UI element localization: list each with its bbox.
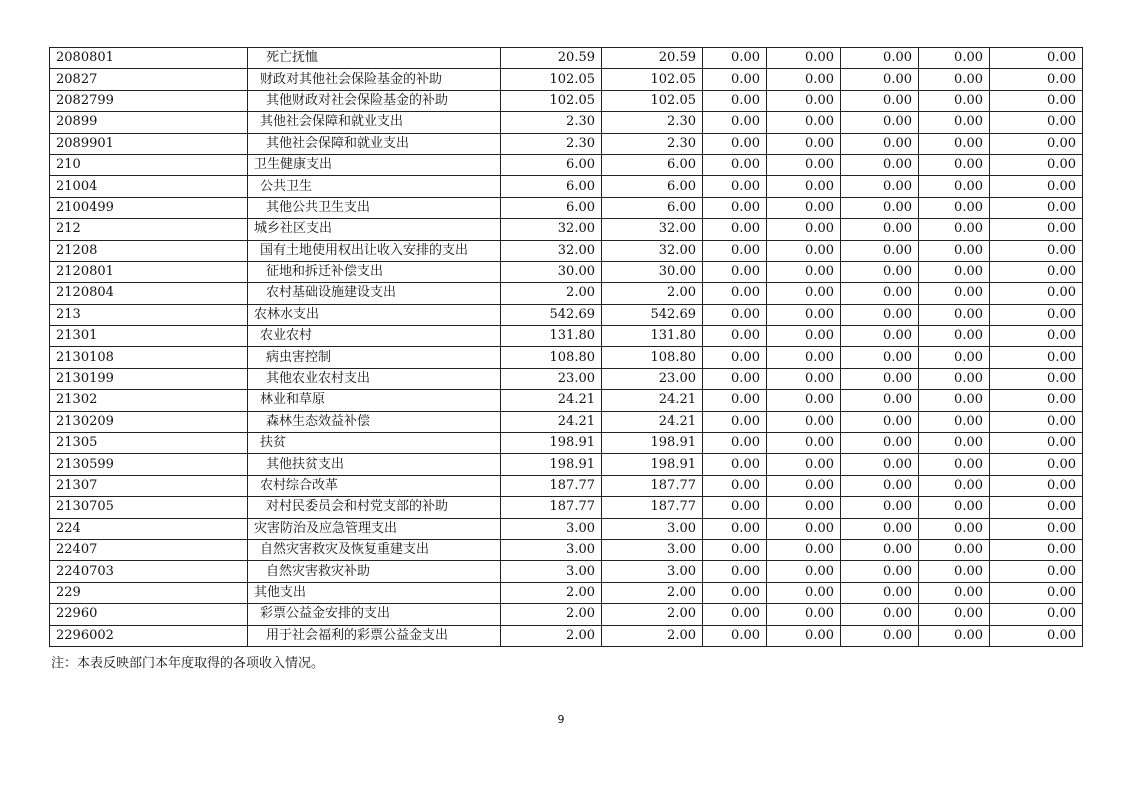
amount-cell: 0.00 xyxy=(841,582,919,603)
table-row xyxy=(50,433,1083,454)
amount-cell: 32.00 xyxy=(501,219,602,240)
table-row xyxy=(50,604,1083,625)
amount-cell: 0.00 xyxy=(841,304,919,325)
subject-name-cell: 灾害防治及应急管理支出 xyxy=(248,518,501,539)
amount-cell: 0.00 xyxy=(919,497,990,518)
amount-cell: 0.00 xyxy=(767,48,841,69)
table-row xyxy=(50,154,1083,175)
amount-cell: 0.00 xyxy=(703,347,767,368)
amount-cell: 0.00 xyxy=(919,582,990,603)
subject-name-cell: 自然灾害救灾及恢复重建支出 xyxy=(248,539,501,560)
amount-cell: 0.00 xyxy=(990,176,1083,197)
amount-cell: 0.00 xyxy=(990,625,1083,646)
amount-cell: 0.00 xyxy=(990,154,1083,175)
amount-cell: 0.00 xyxy=(703,133,767,154)
subject-code-cell: 2120801 xyxy=(50,261,248,282)
amount-cell: 0.00 xyxy=(990,197,1083,218)
amount-cell: 2.00 xyxy=(602,283,703,304)
subject-name-cell: 农村基础设施建设支出 xyxy=(248,283,501,304)
amount-cell: 0.00 xyxy=(841,133,919,154)
subject-name-cell: 财政对其他社会保险基金的补助 xyxy=(248,69,501,90)
amount-cell: 3.00 xyxy=(501,539,602,560)
amount-cell: 0.00 xyxy=(841,197,919,218)
subject-code-cell: 2120804 xyxy=(50,283,248,304)
amount-cell: 0.00 xyxy=(767,133,841,154)
subject-code-cell: 2089901 xyxy=(50,133,248,154)
amount-cell: 187.77 xyxy=(501,475,602,496)
amount-cell: 6.00 xyxy=(602,154,703,175)
subject-name-cell: 其他支出 xyxy=(248,582,501,603)
subject-name-cell: 用于社会福利的彩票公益金支出 xyxy=(248,625,501,646)
amount-cell: 0.00 xyxy=(919,368,990,389)
amount-cell: 0.00 xyxy=(919,326,990,347)
subject-code-cell: 2100499 xyxy=(50,197,248,218)
amount-cell: 0.00 xyxy=(919,561,990,582)
table-row xyxy=(50,454,1083,475)
amount-cell: 0.00 xyxy=(703,90,767,111)
amount-cell: 542.69 xyxy=(602,304,703,325)
amount-cell: 0.00 xyxy=(767,368,841,389)
table-row xyxy=(50,411,1083,432)
table-row xyxy=(50,48,1083,69)
table-row xyxy=(50,625,1083,646)
amount-cell: 2.30 xyxy=(602,133,703,154)
amount-cell: 0.00 xyxy=(919,133,990,154)
subject-name-cell: 其他扶贫支出 xyxy=(248,454,501,475)
amount-cell: 0.00 xyxy=(990,497,1083,518)
page-number: 9 xyxy=(557,713,565,726)
amount-cell: 0.00 xyxy=(919,154,990,175)
amount-cell: 0.00 xyxy=(703,433,767,454)
amount-cell: 3.00 xyxy=(602,561,703,582)
amount-cell: 0.00 xyxy=(703,69,767,90)
subject-name-cell: 其他社会保障和就业支出 xyxy=(248,112,501,133)
subject-name-cell: 其他农业农村支出 xyxy=(248,368,501,389)
amount-cell: 2.00 xyxy=(602,604,703,625)
subject-code-cell: 2130199 xyxy=(50,368,248,389)
subject-name-cell: 病虫害控制 xyxy=(248,347,501,368)
amount-cell: 0.00 xyxy=(919,48,990,69)
amount-cell: 0.00 xyxy=(841,625,919,646)
amount-cell: 0.00 xyxy=(703,112,767,133)
subject-code-cell: 20827 xyxy=(50,69,248,90)
amount-cell: 0.00 xyxy=(767,518,841,539)
amount-cell: 0.00 xyxy=(703,368,767,389)
subject-code-cell: 22960 xyxy=(50,604,248,625)
amount-cell: 0.00 xyxy=(703,582,767,603)
subject-name-cell: 彩票公益金安排的支出 xyxy=(248,604,501,625)
subject-name-cell: 农林水支出 xyxy=(248,304,501,325)
amount-cell: 0.00 xyxy=(841,497,919,518)
amount-cell: 102.05 xyxy=(602,90,703,111)
amount-cell: 0.00 xyxy=(767,90,841,111)
amount-cell: 0.00 xyxy=(841,539,919,560)
subject-name-cell: 对村民委员会和村党支部的补助 xyxy=(248,497,501,518)
amount-cell: 0.00 xyxy=(841,283,919,304)
amount-cell: 0.00 xyxy=(841,604,919,625)
table-row xyxy=(50,261,1083,282)
amount-cell: 108.80 xyxy=(602,347,703,368)
amount-cell: 0.00 xyxy=(703,497,767,518)
amount-cell: 0.00 xyxy=(703,475,767,496)
amount-cell: 20.59 xyxy=(602,48,703,69)
subject-code-cell: 2080801 xyxy=(50,48,248,69)
amount-cell: 32.00 xyxy=(501,240,602,261)
amount-cell: 0.00 xyxy=(703,539,767,560)
amount-cell: 20.59 xyxy=(501,48,602,69)
table-row xyxy=(50,69,1083,90)
subject-name-cell: 森林生态效益补偿 xyxy=(248,411,501,432)
amount-cell: 6.00 xyxy=(501,176,602,197)
amount-cell: 0.00 xyxy=(703,283,767,304)
amount-cell: 0.00 xyxy=(767,304,841,325)
subject-name-cell: 扶贫 xyxy=(248,433,501,454)
subject-code-cell: 21004 xyxy=(50,176,248,197)
amount-cell: 6.00 xyxy=(602,176,703,197)
amount-cell: 0.00 xyxy=(767,176,841,197)
amount-cell: 102.05 xyxy=(501,69,602,90)
amount-cell: 187.77 xyxy=(602,497,703,518)
table-row xyxy=(50,539,1083,560)
amount-cell: 108.80 xyxy=(501,347,602,368)
table-row xyxy=(50,112,1083,133)
amount-cell: 0.00 xyxy=(767,283,841,304)
table-row xyxy=(50,390,1083,411)
table-body xyxy=(50,48,1083,647)
subject-code-cell: 2082799 xyxy=(50,90,248,111)
subject-code-cell: 2130705 xyxy=(50,497,248,518)
table-row xyxy=(50,240,1083,261)
amount-cell: 0.00 xyxy=(990,283,1083,304)
table-row xyxy=(50,497,1083,518)
amount-cell: 0.00 xyxy=(919,625,990,646)
amount-cell: 24.21 xyxy=(602,411,703,432)
table-row xyxy=(50,475,1083,496)
subject-code-cell: 224 xyxy=(50,518,248,539)
subject-code-cell: 2130209 xyxy=(50,411,248,432)
amount-cell: 0.00 xyxy=(703,176,767,197)
amount-cell: 0.00 xyxy=(767,347,841,368)
amount-cell: 0.00 xyxy=(841,112,919,133)
amount-cell: 0.00 xyxy=(919,454,990,475)
amount-cell: 0.00 xyxy=(990,390,1083,411)
amount-cell: 0.00 xyxy=(990,304,1083,325)
amount-cell: 0.00 xyxy=(919,518,990,539)
amount-cell: 0.00 xyxy=(703,304,767,325)
table-note: 注：本表反映部门本年度取得的各项收入情况。 xyxy=(51,656,325,671)
budget-table xyxy=(49,47,1083,647)
amount-cell: 0.00 xyxy=(841,433,919,454)
amount-cell: 0.00 xyxy=(767,604,841,625)
subject-name-cell: 农村综合改革 xyxy=(248,475,501,496)
amount-cell: 0.00 xyxy=(841,390,919,411)
amount-cell: 0.00 xyxy=(767,561,841,582)
amount-cell: 0.00 xyxy=(767,261,841,282)
amount-cell: 0.00 xyxy=(767,112,841,133)
table-row xyxy=(50,283,1083,304)
amount-cell: 0.00 xyxy=(990,48,1083,69)
amount-cell: 0.00 xyxy=(990,69,1083,90)
amount-cell: 0.00 xyxy=(990,582,1083,603)
table-row xyxy=(50,347,1083,368)
amount-cell: 198.91 xyxy=(501,454,602,475)
table-row xyxy=(50,133,1083,154)
subject-code-cell: 21208 xyxy=(50,240,248,261)
subject-code-cell: 21302 xyxy=(50,390,248,411)
amount-cell: 0.00 xyxy=(841,176,919,197)
amount-cell: 0.00 xyxy=(703,390,767,411)
amount-cell: 2.30 xyxy=(501,133,602,154)
amount-cell: 3.00 xyxy=(501,561,602,582)
amount-cell: 0.00 xyxy=(841,154,919,175)
amount-cell: 102.05 xyxy=(602,69,703,90)
amount-cell: 6.00 xyxy=(602,197,703,218)
subject-code-cell: 21301 xyxy=(50,326,248,347)
subject-name-cell: 国有土地使用权出让收入安排的支出 xyxy=(248,240,501,261)
amount-cell: 6.00 xyxy=(501,197,602,218)
amount-cell: 0.00 xyxy=(767,625,841,646)
subject-name-cell: 征地和拆迁补偿支出 xyxy=(248,261,501,282)
amount-cell: 0.00 xyxy=(990,112,1083,133)
amount-cell: 0.00 xyxy=(990,368,1083,389)
table-row xyxy=(50,326,1083,347)
table-row xyxy=(50,197,1083,218)
subject-code-cell: 21307 xyxy=(50,475,248,496)
amount-cell: 0.00 xyxy=(990,561,1083,582)
amount-cell: 2.00 xyxy=(501,283,602,304)
table-row xyxy=(50,518,1083,539)
amount-cell: 0.00 xyxy=(841,90,919,111)
subject-name-cell: 死亡抚恤 xyxy=(248,48,501,69)
amount-cell: 0.00 xyxy=(990,240,1083,261)
amount-cell: 0.00 xyxy=(703,625,767,646)
amount-cell: 0.00 xyxy=(919,176,990,197)
amount-cell: 0.00 xyxy=(767,390,841,411)
amount-cell: 0.00 xyxy=(703,326,767,347)
amount-cell: 0.00 xyxy=(919,433,990,454)
amount-cell: 0.00 xyxy=(841,347,919,368)
amount-cell: 0.00 xyxy=(703,48,767,69)
amount-cell: 2.30 xyxy=(602,112,703,133)
amount-cell: 3.00 xyxy=(602,518,703,539)
amount-cell: 0.00 xyxy=(841,326,919,347)
amount-cell: 0.00 xyxy=(919,112,990,133)
amount-cell: 0.00 xyxy=(767,219,841,240)
amount-cell: 0.00 xyxy=(990,261,1083,282)
amount-cell: 0.00 xyxy=(703,154,767,175)
subject-code-cell: 2130599 xyxy=(50,454,248,475)
amount-cell: 0.00 xyxy=(990,411,1083,432)
amount-cell: 0.00 xyxy=(767,475,841,496)
amount-cell: 0.00 xyxy=(919,390,990,411)
subject-code-cell: 2130108 xyxy=(50,347,248,368)
amount-cell: 0.00 xyxy=(919,411,990,432)
amount-cell: 0.00 xyxy=(919,261,990,282)
amount-cell: 24.21 xyxy=(602,390,703,411)
amount-cell: 187.77 xyxy=(501,497,602,518)
amount-cell: 0.00 xyxy=(841,561,919,582)
amount-cell: 0.00 xyxy=(841,518,919,539)
subject-code-cell: 229 xyxy=(50,582,248,603)
amount-cell: 0.00 xyxy=(767,69,841,90)
amount-cell: 23.00 xyxy=(501,368,602,389)
table-row xyxy=(50,304,1083,325)
amount-cell: 0.00 xyxy=(703,411,767,432)
table-row xyxy=(50,176,1083,197)
amount-cell: 102.05 xyxy=(501,90,602,111)
amount-cell: 0.00 xyxy=(919,604,990,625)
amount-cell: 131.80 xyxy=(602,326,703,347)
amount-cell: 0.00 xyxy=(990,219,1083,240)
amount-cell: 30.00 xyxy=(501,261,602,282)
amount-cell: 0.00 xyxy=(990,518,1083,539)
amount-cell: 0.00 xyxy=(919,347,990,368)
amount-cell: 0.00 xyxy=(841,368,919,389)
amount-cell: 0.00 xyxy=(841,454,919,475)
amount-cell: 0.00 xyxy=(841,240,919,261)
amount-cell: 0.00 xyxy=(767,582,841,603)
amount-cell: 0.00 xyxy=(919,219,990,240)
amount-cell: 0.00 xyxy=(919,475,990,496)
amount-cell: 0.00 xyxy=(767,433,841,454)
amount-cell: 0.00 xyxy=(919,304,990,325)
table-row xyxy=(50,368,1083,389)
amount-cell: 0.00 xyxy=(767,326,841,347)
amount-cell: 2.00 xyxy=(602,625,703,646)
amount-cell: 0.00 xyxy=(841,475,919,496)
amount-cell: 2.30 xyxy=(501,112,602,133)
amount-cell: 0.00 xyxy=(703,197,767,218)
amount-cell: 0.00 xyxy=(919,69,990,90)
amount-cell: 0.00 xyxy=(990,90,1083,111)
subject-code-cell: 22407 xyxy=(50,539,248,560)
amount-cell: 0.00 xyxy=(703,604,767,625)
amount-cell: 0.00 xyxy=(919,240,990,261)
amount-cell: 24.21 xyxy=(501,390,602,411)
amount-cell: 0.00 xyxy=(990,475,1083,496)
subject-code-cell: 2296002 xyxy=(50,625,248,646)
amount-cell: 0.00 xyxy=(841,69,919,90)
amount-cell: 3.00 xyxy=(501,518,602,539)
subject-name-cell: 农业农村 xyxy=(248,326,501,347)
amount-cell: 32.00 xyxy=(602,240,703,261)
amount-cell: 0.00 xyxy=(703,219,767,240)
amount-cell: 2.00 xyxy=(501,604,602,625)
amount-cell: 24.21 xyxy=(501,411,602,432)
subject-code-cell: 21305 xyxy=(50,433,248,454)
subject-code-cell: 212 xyxy=(50,219,248,240)
amount-cell: 0.00 xyxy=(919,197,990,218)
amount-cell: 0.00 xyxy=(990,433,1083,454)
amount-cell: 0.00 xyxy=(767,454,841,475)
amount-cell: 0.00 xyxy=(841,411,919,432)
subject-name-cell: 其他社会保障和就业支出 xyxy=(248,133,501,154)
subject-code-cell: 2240703 xyxy=(50,561,248,582)
subject-code-cell: 210 xyxy=(50,154,248,175)
amount-cell: 0.00 xyxy=(703,454,767,475)
amount-cell: 3.00 xyxy=(602,539,703,560)
table-row xyxy=(50,582,1083,603)
amount-cell: 0.00 xyxy=(919,90,990,111)
amount-cell: 2.00 xyxy=(602,582,703,603)
subject-name-cell: 卫生健康支出 xyxy=(248,154,501,175)
amount-cell: 0.00 xyxy=(767,497,841,518)
table-row xyxy=(50,219,1083,240)
amount-cell: 0.00 xyxy=(841,48,919,69)
amount-cell: 0.00 xyxy=(767,539,841,560)
amount-cell: 0.00 xyxy=(841,219,919,240)
amount-cell: 131.80 xyxy=(501,326,602,347)
amount-cell: 0.00 xyxy=(990,539,1083,560)
amount-cell: 198.91 xyxy=(602,454,703,475)
subject-name-cell: 林业和草原 xyxy=(248,390,501,411)
amount-cell: 0.00 xyxy=(990,326,1083,347)
amount-cell: 0.00 xyxy=(919,539,990,560)
amount-cell: 0.00 xyxy=(990,604,1083,625)
amount-cell: 0.00 xyxy=(919,283,990,304)
amount-cell: 32.00 xyxy=(602,219,703,240)
amount-cell: 6.00 xyxy=(501,154,602,175)
amount-cell: 0.00 xyxy=(703,261,767,282)
subject-code-cell: 20899 xyxy=(50,112,248,133)
amount-cell: 0.00 xyxy=(703,518,767,539)
amount-cell: 2.00 xyxy=(501,625,602,646)
amount-cell: 198.91 xyxy=(501,433,602,454)
amount-cell: 2.00 xyxy=(501,582,602,603)
amount-cell: 0.00 xyxy=(703,240,767,261)
amount-cell: 0.00 xyxy=(767,240,841,261)
subject-name-cell: 公共卫生 xyxy=(248,176,501,197)
table-row xyxy=(50,561,1083,582)
subject-code-cell: 213 xyxy=(50,304,248,325)
subject-name-cell: 城乡社区支出 xyxy=(248,219,501,240)
amount-cell: 0.00 xyxy=(703,561,767,582)
subject-name-cell: 其他财政对社会保险基金的补助 xyxy=(248,90,501,111)
table-row xyxy=(50,90,1083,111)
amount-cell: 0.00 xyxy=(767,197,841,218)
amount-cell: 198.91 xyxy=(602,433,703,454)
amount-cell: 0.00 xyxy=(990,347,1083,368)
amount-cell: 187.77 xyxy=(602,475,703,496)
amount-cell: 0.00 xyxy=(767,154,841,175)
subject-name-cell: 自然灾害救灾补助 xyxy=(248,561,501,582)
subject-name-cell: 其他公共卫生支出 xyxy=(248,197,501,218)
amount-cell: 542.69 xyxy=(501,304,602,325)
amount-cell: 0.00 xyxy=(767,411,841,432)
amount-cell: 0.00 xyxy=(990,133,1083,154)
amount-cell: 0.00 xyxy=(841,261,919,282)
amount-cell: 23.00 xyxy=(602,368,703,389)
amount-cell: 0.00 xyxy=(990,454,1083,475)
amount-cell: 30.00 xyxy=(602,261,703,282)
